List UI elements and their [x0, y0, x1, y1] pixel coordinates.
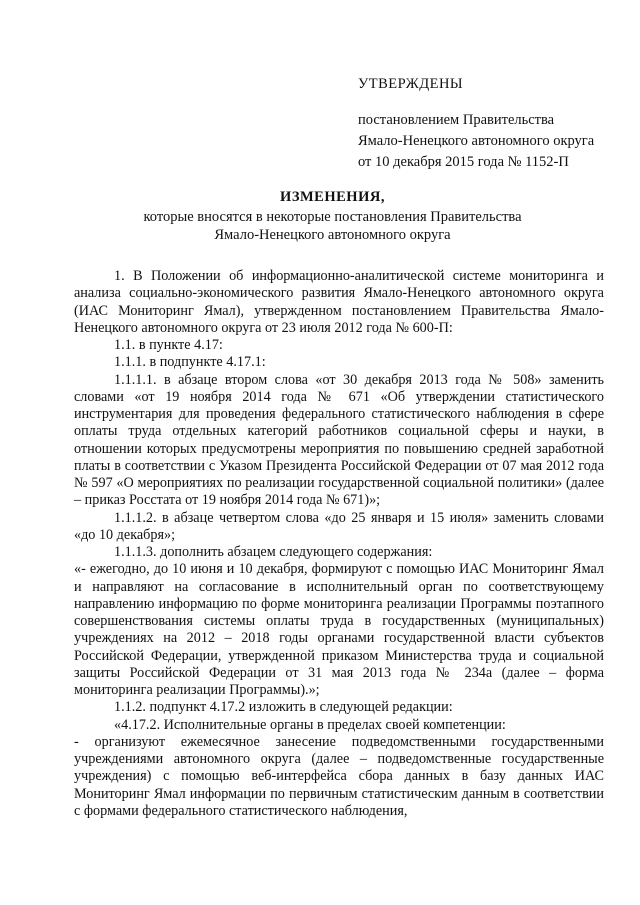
paragraph-1: 1. В Положении об информационно-аналитической системе мониторинга и анализа социально-экономического развития Ямало-Ненецкого автономного округа (ИАС Мониторинг Ямал), утвержденном постановлением Правительства Ямало-Ненецкого автономного округа от 23 июля 2012 года № 600-П:: [74, 268, 604, 336]
paragraph-9: «4.17.2. Исполнительные органы в пределах своей компетенции:: [114, 716, 506, 733]
approval-line-2: Ямало-Ненецкого автономного округа: [358, 133, 595, 149]
paragraph-4: 1.1.1.1. в абзаце втором слова «от 30 декабря 2013 года № 508» заменить словами «от 19 ноября 2014 года № 671 «Об утверждении статистического инструментария для проведения федерального статистического наблюдения в сфере оплаты труда отдельных категорий работников социальной сферы и науки, в отношении которых предусмотрены мероприятия по повышению средней заработной платы в соответствии с Указом Президента Российской Федерации от 07 мая 2012 года № 597 «О мероприятиях по реализации государственной социальной политики» (далее – приказ Росстата от 19 ноября 2014 года № 671)»;: [74, 371, 604, 509]
paragraph-7: «- ежегодно, до 10 июня и 10 декабря, формируют с помощью ИАС Мониторинг Ямал и направляют на согласование в исполнительный орган по соответствующему направлению информацию по форме мониторинга реализации Программы поэтапного совершенствования системы оплаты труда в государственных (муниципальных) учреждениях на 2012 – 2018 годы органами государственной власти субъектов Российской Федерации, утвержденной приказом Министерства труда и социальной защиты Российской Федерации от 31 мая 2013 года № 234а (далее – форма мониторинга реализации Программы).»;: [74, 561, 604, 698]
title-heading: ИЗМЕНЕНИЯ,: [280, 189, 385, 205]
paragraph-8: 1.1.2. подпункт 4.17.2 изложить в следующей редакции:: [114, 699, 453, 716]
paragraph-5: 1.1.1.2. в абзаце четвертом слова «до 25 января и 15 июля» заменить словами «до 10 декабря»;: [74, 509, 604, 543]
approval-line-1: постановлением Правительства: [358, 112, 555, 128]
approval-line-3: от 10 декабря 2015 года № 1152-П: [358, 154, 569, 170]
title-subtitle-2: Ямало-Ненецкого автономного округа: [214, 227, 451, 243]
document-title: [60, 188, 605, 244]
document-body: [74, 268, 604, 820]
title-subtitle-1: которые вносятся в некоторые постановления Правительства: [143, 209, 522, 225]
paragraph-3: 1.1.1. в подпункте 4.17.1:: [114, 354, 266, 371]
paragraph-6: 1.1.1.3. дополнить абзацем следующего содержания:: [114, 544, 433, 560]
approval-stamp: УТВЕРЖДЕНЫ: [358, 76, 464, 92]
paragraph-10: - организуют ежемесячное занесение подведомственными государственными учреждениями автономного округа (далее – подведомственные государственные учреждения) с помощью веб-интерфейса сбора данных в базу данных ИАС Мониторинг Ямал информации по первичным статистическим данным в соответствии с формами федерального статистического наблюдения,: [74, 733, 604, 819]
approval-block: [358, 74, 628, 173]
paragraph-2: 1.1. в пункте 4.17:: [114, 337, 223, 353]
